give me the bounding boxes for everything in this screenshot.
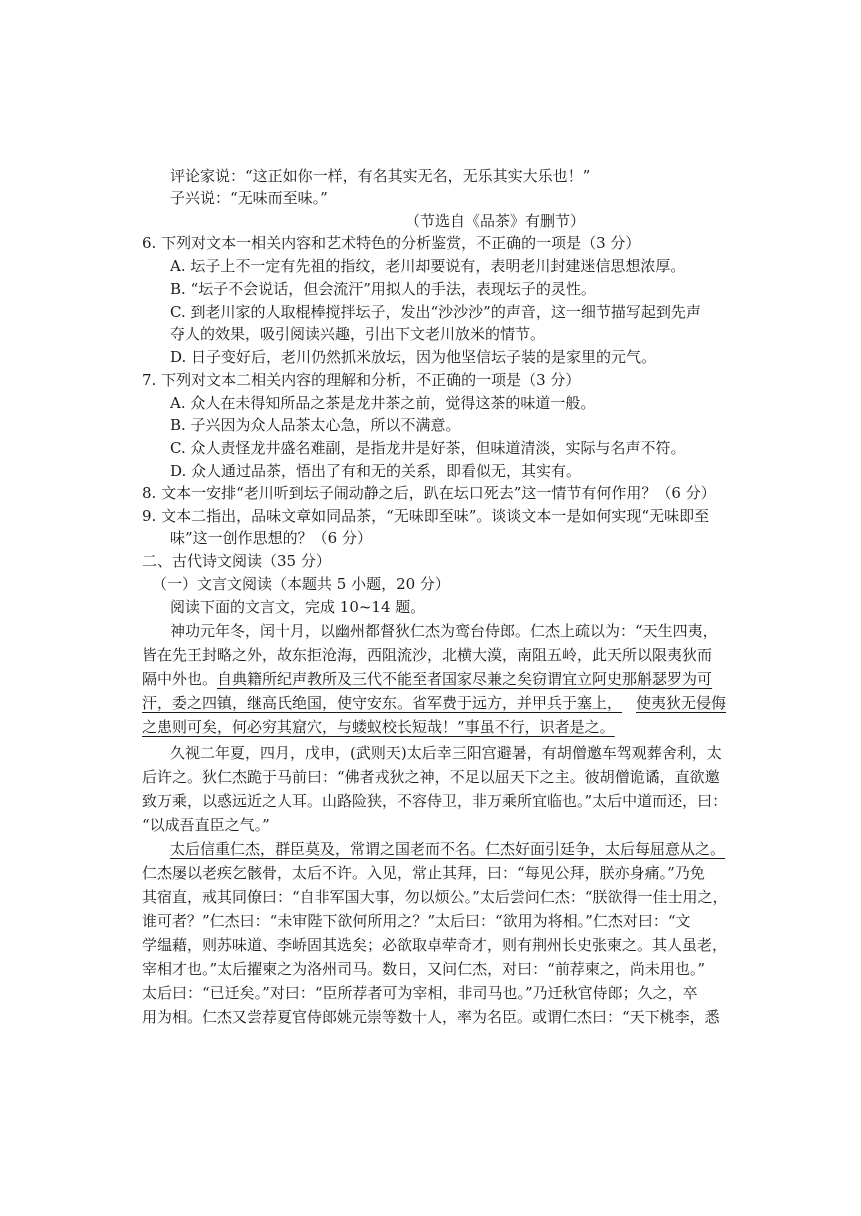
passage-line: 神功元年冬，闰十月，以幽州都督狄仁杰为鸾台侍郎。仁杰上疏以为：“天生四夷， xyxy=(170,622,718,640)
passage-line: 久视二年夏，四月，戊申，(武则天)太后幸三阳宫避暑，有胡僧邀车驾观葬舍利，太 xyxy=(170,744,722,762)
passage-line: “以成吾直臣之气。” xyxy=(142,816,270,834)
passage-line-split xyxy=(142,692,726,714)
option-7c: C. 众人责怪龙井盛名难副，是指龙井是好茶，但味道清淡，实际与名声不符。 xyxy=(170,439,686,457)
passage-line: 致万乘，以惑远近之人耳。山路险狭，不容侍卫，非万乘所宜临也。”太后中道而还，曰： xyxy=(142,792,728,810)
passage-line: 太后曰：“已迁矣。”对曰：“臣所荐者可为宰相，非司马也。”乃迁秋官侍郎；久之，卒 xyxy=(142,984,698,1002)
passage-line: 宰相才也。”太后擢柬之为洛州司马。数日，又问仁杰，对曰：“前荐柬之，尚未用也。” xyxy=(142,960,706,978)
underlined-sentence: 之患则可矣，何必穷其窟穴，与蝼蚁校长短哉！”事虽不行，识者是之。 xyxy=(142,718,615,736)
underlined-sentence: 自典籍所纪声教所及三代不能至者国家尽兼之矣窃谓宜立阿史那斛瑟罗为可 xyxy=(217,670,713,688)
option-7a: A. 众人在未得知所品之茶是龙井茶之前，觉得这茶的味道一般。 xyxy=(170,394,596,412)
section-heading: 二、古代诗文阅读（35 分） xyxy=(142,552,331,570)
question-9: 9. 文本二指出，品味文章如同品茶，“无味即至味”。谈谈文本一是如何实现“无味即至 xyxy=(142,507,710,525)
question-6: 6. 下列对文本一相关内容和艺术特色的分析鉴赏，不正确的一项是（3 分） xyxy=(142,234,641,252)
passage-line: 谁可者？”仁杰曰：“未审陛下欲何所用之？”太后曰：“欲用为将相。”仁杰对曰：“文 xyxy=(142,912,691,930)
option-7b: B. 子兴因为众人品茶太心急，所以不满意。 xyxy=(170,416,461,434)
question-8: 8. 文本一安排“老川听到坛子闹动静之后，趴在坛口死去”这一情节有何作用？（6 分） xyxy=(142,484,716,502)
option-6c-cont: 夺人的效果，吸引阅读兴趣，引出下文老川放米的情节。 xyxy=(170,325,546,343)
option-6a: A. 坛子上不一定有先祖的指纹，老川却要说有，表明老川封建迷信思想浓厚。 xyxy=(170,257,686,275)
plain-text: 隔中外也。 xyxy=(142,670,218,688)
passage-line: 其宿直，戒其同僚曰：“自非军国大事，勿以烦公。”太后尝问仁杰：“朕欲得一佳士用之， xyxy=(142,888,728,906)
passage-line: 仁杰屡以老疾乞骸骨，太后不许。入见，常止其拜，曰：“每见公拜，朕亦身痛。”乃免 xyxy=(142,864,705,882)
passage-line: 用为相。仁杰又尝荐夏官侍郎姚元崇等数十人，率为名臣。或谓仁杰曰：“天下桃李，悉 xyxy=(142,1008,720,1026)
passage-line: 学缊藉，则苏味道、李峤固其选矣；必欲取卓荦奇才，则有荆州长史张柬之。其人虽老， xyxy=(142,936,728,954)
underlined-sentence: 太后信重仁杰，群臣莫及，常谓之国老而不名。仁杰好面引廷争，太后每屈意从之。 xyxy=(170,840,726,858)
option-6d: D. 日子变好后，老川仍然抓米放坛，因为他坚信坛子装的是家里的元气。 xyxy=(170,348,657,366)
option-7d: D. 众人通过品茶，悟出了有和无的关系，即看似无，其实有。 xyxy=(170,462,582,480)
underlined-sentence: 使夷狄无侵侮 xyxy=(636,694,727,712)
underlined-sentence: 汗，委之四镇，继高氏绝国，使守安东。省军费于远方，并甲兵于塞上， xyxy=(142,694,623,712)
passage-line: 后许之。狄仁杰跪于马前曰：“佛者戎狄之神，不足以屈天下之主。彼胡僧诡谲，直欲邀 xyxy=(142,768,720,786)
text-line: 评论家说：“这正如你一样，有名其实无名，无乐其实大乐也！” xyxy=(170,167,591,185)
passage-line: 皆在先王封略之外，故东拒沧海，西阻流沙，北横大漠，南阻五岭，此天所以限夷狄而 xyxy=(142,646,713,664)
text-line: 子兴说：“无味而至味。” xyxy=(170,189,328,207)
instruction: 阅读下面的文言文，完成 10~14 题。 xyxy=(170,598,426,616)
option-6c: C. 到老川家的人取棍棒搅拌坛子，发出“沙沙沙”的声音，这一细节描写起到先声 xyxy=(170,303,701,321)
question-9-cont: 味”这一创作思想的？（6 分） xyxy=(170,529,372,547)
passage-line-split xyxy=(142,668,712,690)
subsection-heading: （一）文言文阅读（本题共 5 小题，20 分） xyxy=(152,575,450,593)
source-note: （节选自《品茶》有删节） xyxy=(405,212,586,230)
option-6b: B. “坛子不会说话，但会流汗”用拟人的手法，表现坛子的灵性。 xyxy=(170,280,596,298)
question-7: 7. 下列对文本二相关内容的理解和分析，不正确的一项是（3 分） xyxy=(142,371,581,389)
